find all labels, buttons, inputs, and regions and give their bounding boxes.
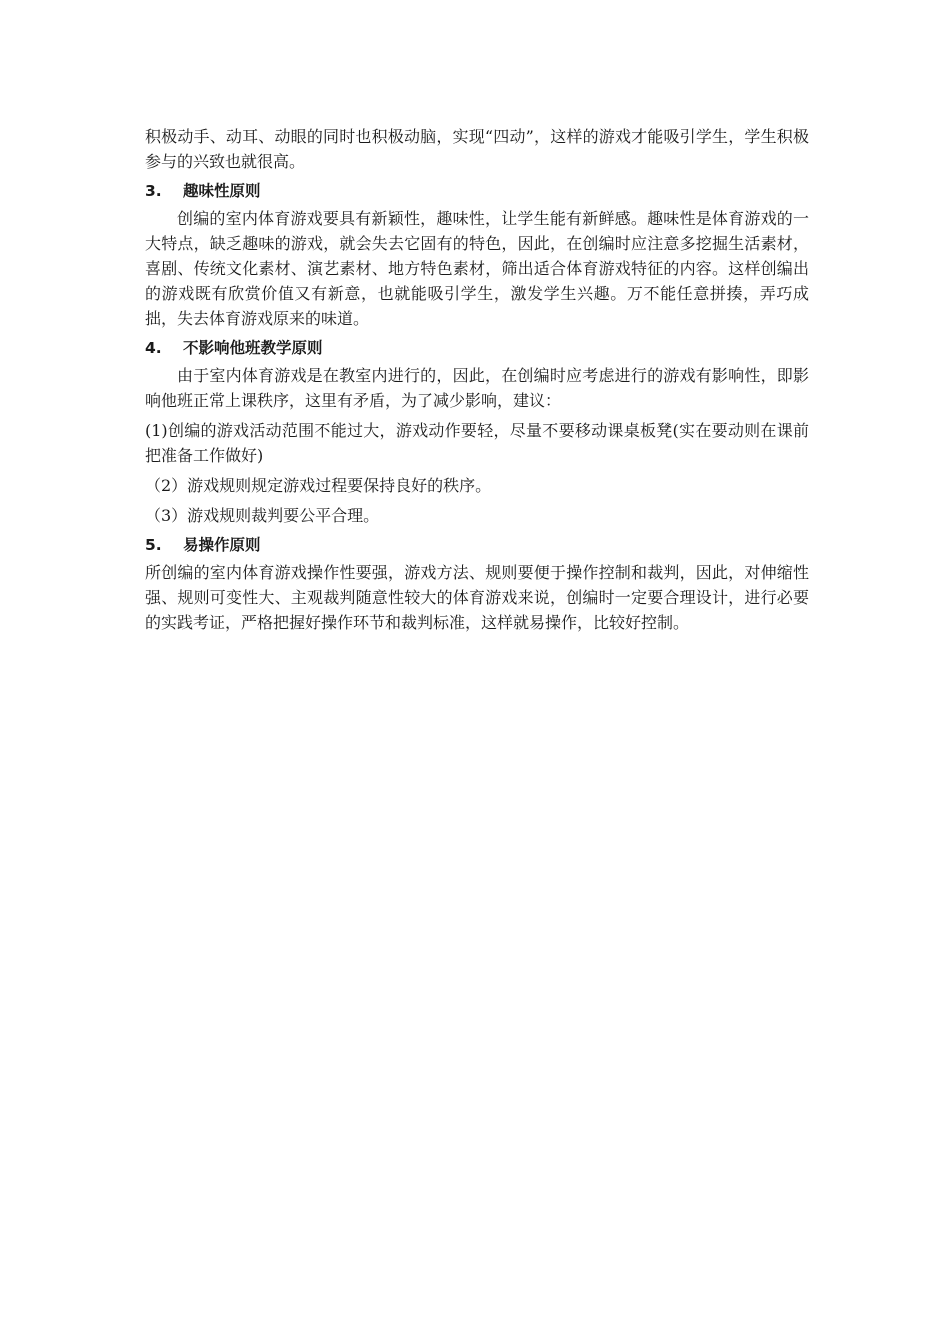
section-5-number: 5. (145, 536, 162, 554)
section-4-body: 由于室内体育游戏是在教室内进行的，因此，在创编时应考虑进行的游戏有影响性，即影响他班正常上课秩序，这里有矛盾，为了减少影响，建议： (145, 366, 809, 410)
section-4-heading (145, 336, 809, 360)
section-3-title: 趣味性原则 (183, 182, 261, 200)
document-page (145, 124, 809, 635)
section-5-heading (145, 533, 809, 557)
section-5-body: 所创编的室内体育游戏操作性要强，游戏方法、规则要便于操作控制和裁判，因此，对伸缩性强、规则可变性大、主观裁判随意性较大的体育游戏来说，创编时一定要合理设计，进行必要的实践考证，严格把握好操作环节和裁判标准，这样就易操作，比较好控制。 (145, 563, 809, 632)
paragraph-continued: 积极动手、动耳、动眼的同时也积极动脑，实现“四动”，这样的游戏才能吸引学生，学生积极参与的兴致也就很高。 (145, 127, 809, 171)
section-5-title: 易操作原则 (183, 536, 261, 554)
section-4-item-3: （3）游戏规则裁判要公平合理。 (145, 506, 380, 525)
section-4-title: 不影响他班教学原则 (183, 339, 323, 357)
section-3-number: 3. (145, 182, 162, 200)
section-4-item-2: （2）游戏规则规定游戏过程要保持良好的秩序。 (145, 476, 492, 495)
section-4-number: 4. (145, 339, 162, 357)
section-3-body: 创编的室内体育游戏要具有新颖性，趣味性，让学生能有新鲜感。趣味性是体育游戏的一大特点，缺乏趣味的游戏，就会失去它固有的特色，因此，在创编时应注意多挖掘生活素材，喜剧、传统文化素材、演艺素材、地方特色素材，筛出适合体育游戏特征的内容。这样创编出的游戏既有欣赏价值又有新意，也就能吸引学生，激发学生兴趣。万不能任意拼揍，弄巧成拙，失去体育游戏原来的味道。 (145, 209, 809, 328)
section-3-heading (145, 179, 809, 203)
section-4-item-1: (1)创编的游戏活动范围不能过大，游戏动作要轻，尽量不要移动课桌板凳(实在要动则在课前把准备工作做好) (145, 421, 809, 465)
